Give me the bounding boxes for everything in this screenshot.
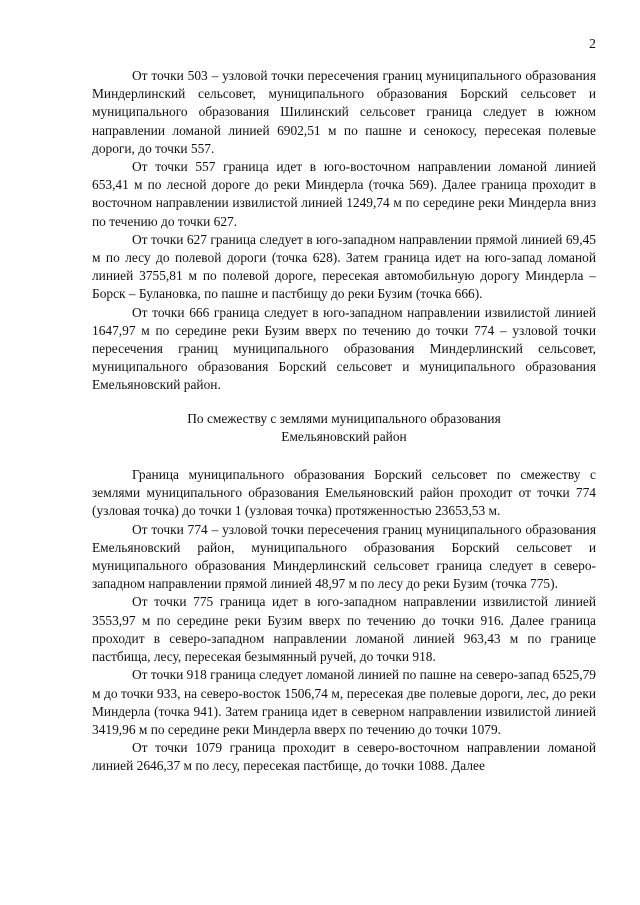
paragraph: От точки 557 граница идет в юго-восточном направлении ломаной линией 653,41 м по лесной дороге до реки Миндерла (точка 569). Далее граница проходит в восточном направлении извилистой линией 1249,74 м по середине реки Миндерла вниз по течению до точки 627. <box>92 159 596 229</box>
paragraph: От точки 666 граница следует в юго-западном направлении извилистой линией 1647,97 м по середине реки Бузим вверх по течению до точки 774 – узловой точки пересечения границ муниципального образования Миндерлинский сельсовет, муниципального образования Борский сельсовет и муниципального образования Емельяновский район. <box>92 304 596 393</box>
paragraph: От точки 918 граница следует ломаной линией по пашне на северо-запад 6525,79 м до точки 933, на северо-восток 1506,74 м, пересекая две полевые дороги, лес, до реки Миндерла (точка 941). Затем граница идет в северном направлении извилистой линией 3419,96 м по середине реки Миндерла вверх по течению до точки 1079. <box>92 667 596 737</box>
page-number: 2 <box>589 37 596 52</box>
section-heading <box>92 410 596 446</box>
section-heading-line-1: По смежеству с землями муниципального образования <box>187 410 501 426</box>
paragraph: От точки 627 граница следует в юго-западном направлении прямой линией 69,45 м по лесу до полевой дороги (точка 628). Затем граница идет на юго-запад ломаной линией 3755,81 м по полевой дороге, пересекая автомобильную дорогу Миндерла – Борск – Булановка, по пашне и пастбищу до реки Бузим (точка 666). <box>92 231 596 302</box>
section-heading-line-2: Емельяновский район <box>281 428 407 444</box>
document-body <box>92 67 596 776</box>
paragraph: От точки 775 граница идет в юго-западном направлении извилистой линией 3553,97 м по середине реки Бузим вверх по течению до точки 916. Далее граница проходит в северо-западном направлении ломаной линией 963,43 м по границе пастбища, лесу, пересекая безымянный ручей, до точки 918. <box>92 594 596 665</box>
paragraph: От точки 1079 граница проходит в северо-восточном направлении ломаной линией 2646,37 м по лесу, пересекая пастбище, до точки 1088. Далее <box>92 740 596 774</box>
paragraph: От точки 503 – узловой точки пересечения границ муниципального образования Миндерлинский сельсовет, муниципального образования Борский сельсовет и муниципального образования Шилинский сельсовет граница следует в южном направлении ломаной линией 6902,51 м по пашне и сенокосу, пересекая полевые дороги, до точки 557. <box>92 68 596 156</box>
paragraph: Граница муниципального образования Борский сельсовет по смежеству с землями муниципального образования Емельяновский район проходит от точки 774 (узловая точка) до точки 1 (узловая точка) протяженностью 23653,53 м. <box>92 467 596 519</box>
paragraph: От точки 774 – узловой точки пересечения границ муниципального образования Емельяновский район, муниципального образования Борский сельсовет и муниципального образования Миндерлинский сельсовет граница следует в северо-западном направлении прямой линией 48,97 м по лесу до реки Бузим (точка 775). <box>92 521 596 592</box>
